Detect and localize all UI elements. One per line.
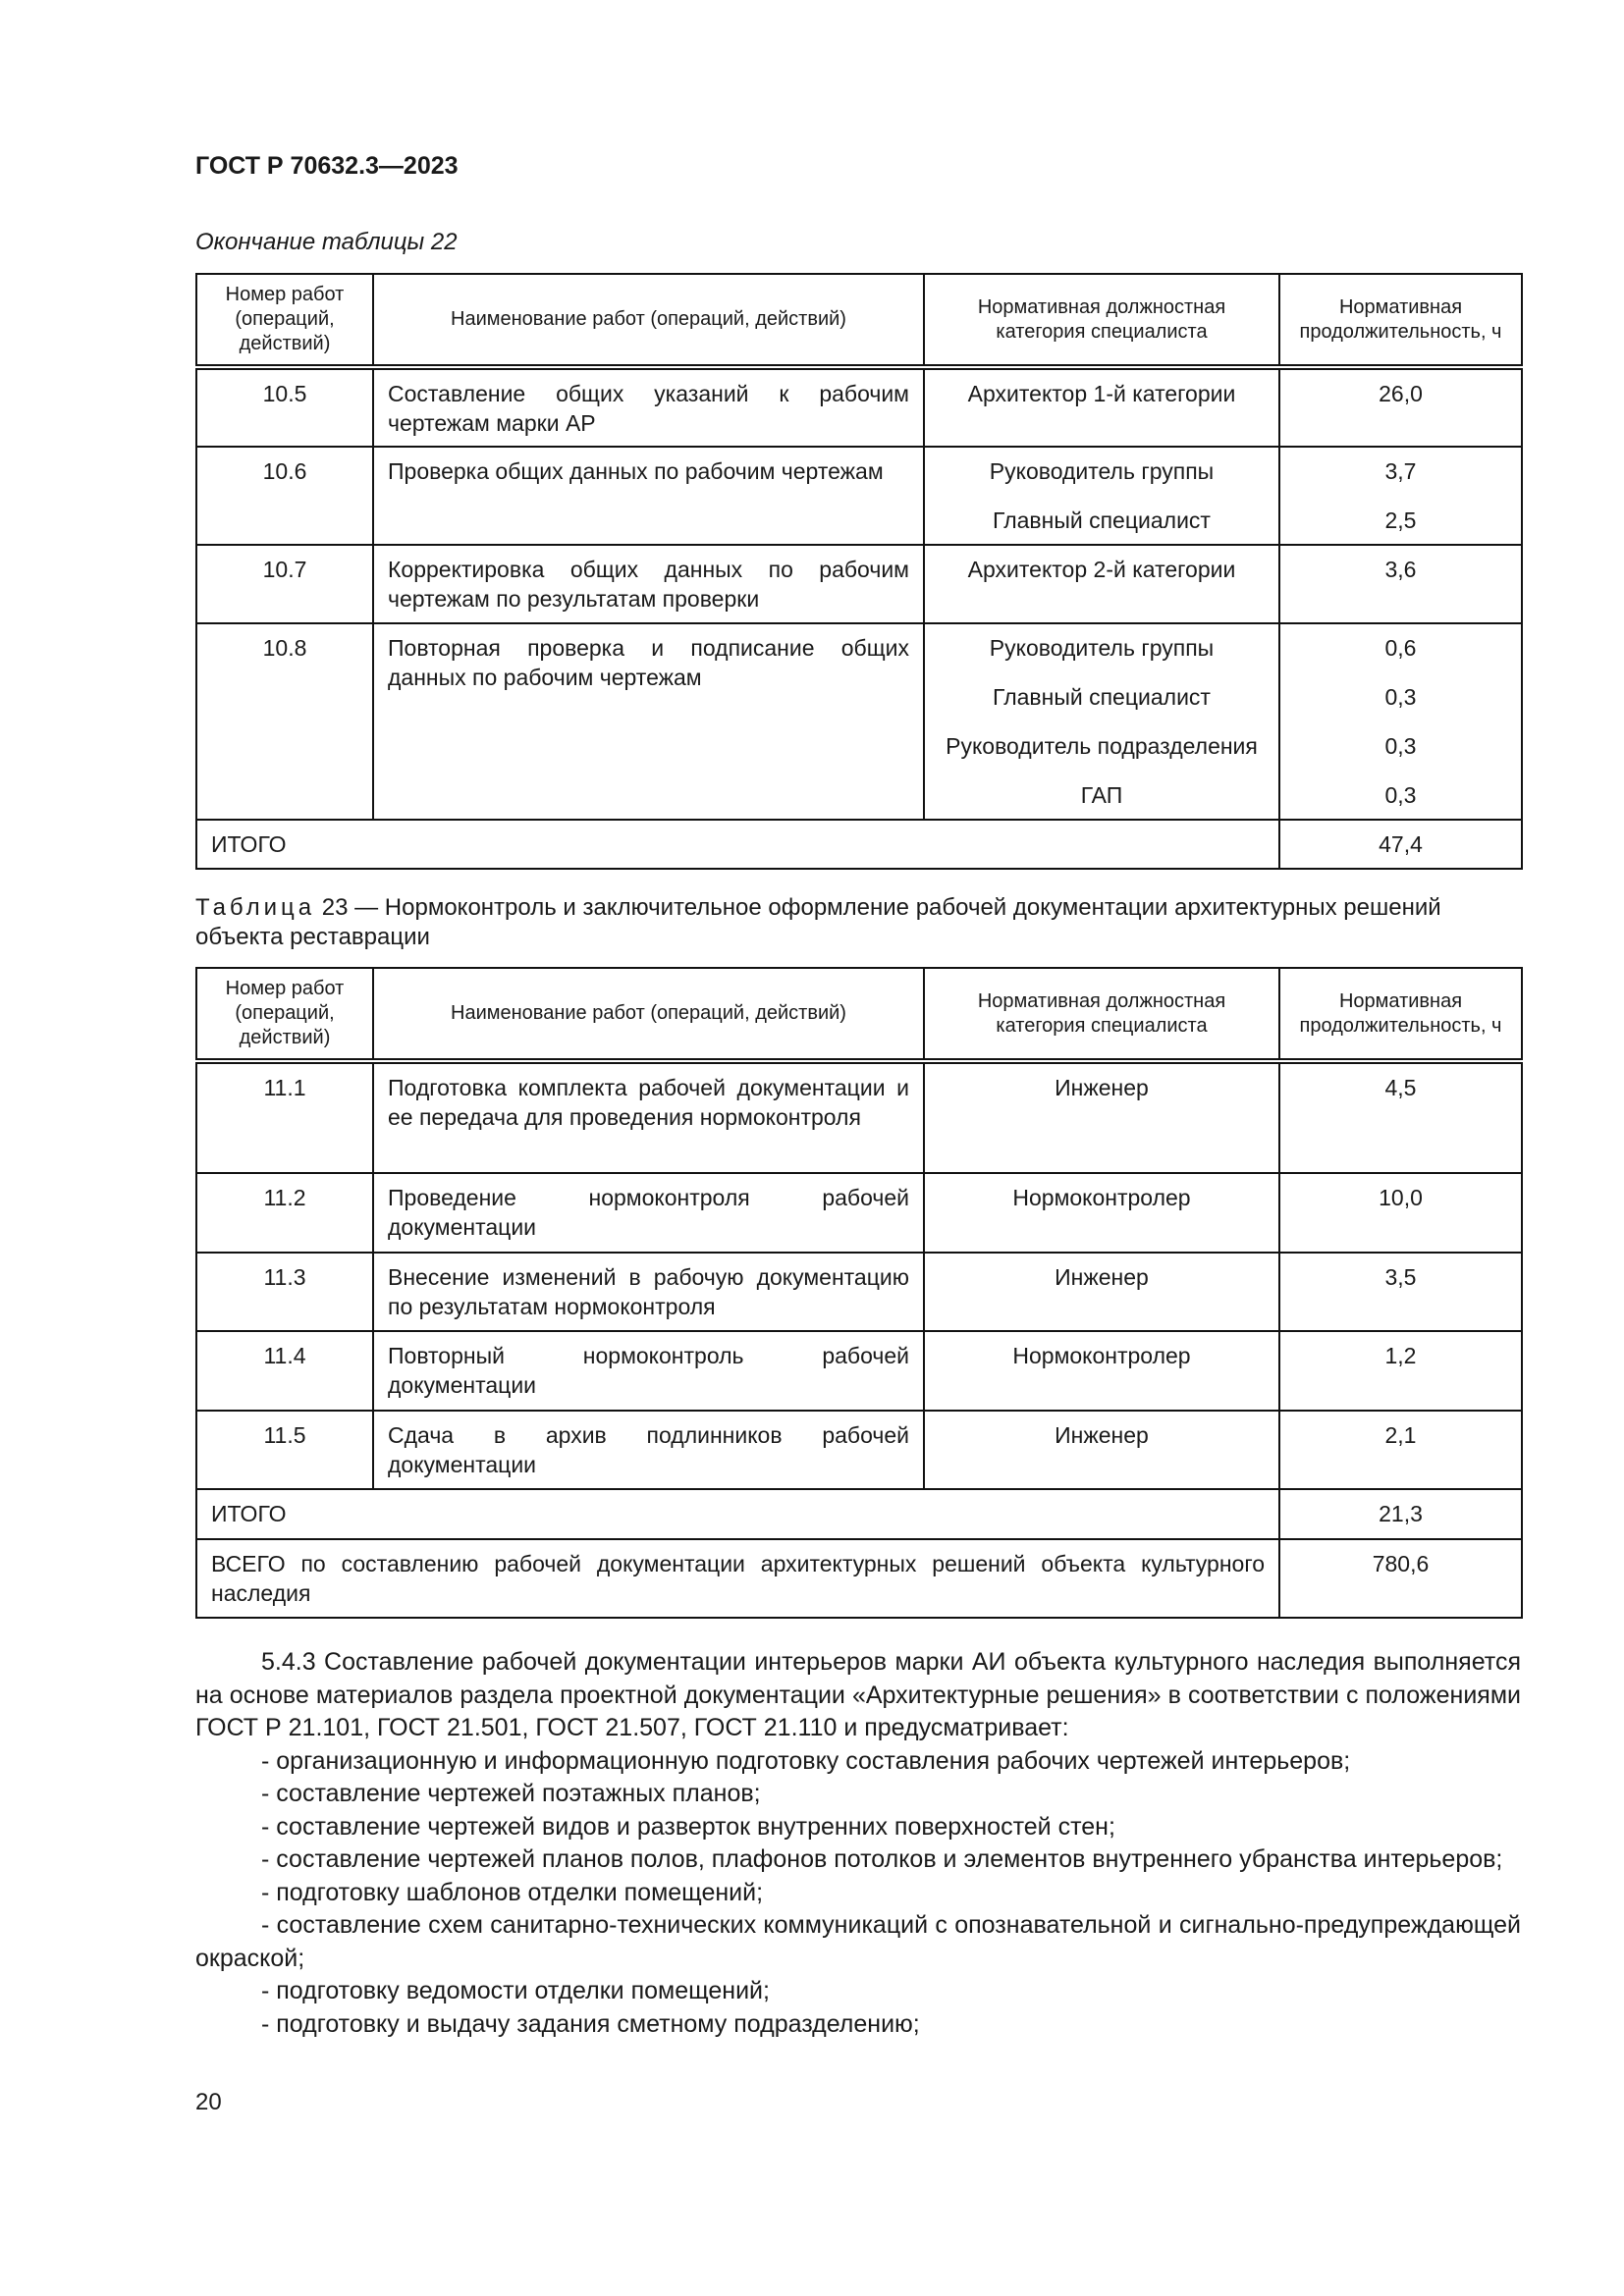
duration: 3,7 [1384, 458, 1417, 484]
duration: 26,0 [1279, 367, 1522, 447]
list-item: - составление чертежей планов полов, плафонов потолков и элементов внутреннего убранства интерьеров; [261, 1845, 1503, 1873]
specialist-role: Инженер [924, 1061, 1279, 1173]
specialist-role: Главный специалист [993, 684, 1211, 710]
duration: 2,5 [1384, 507, 1417, 533]
specialist-role: Руководитель подразделения [946, 733, 1258, 759]
work-number: 11.5 [196, 1411, 373, 1489]
table-22 [195, 273, 1523, 870]
work-name: Проведение нормоконтроля рабочей документации [373, 1173, 924, 1253]
grand-total-row [196, 1539, 1522, 1618]
specialist-role: Архитектор 2-й категории [924, 545, 1279, 623]
total-row [196, 1489, 1522, 1539]
duration: 3,6 [1279, 545, 1522, 623]
duration: 0,3 [1384, 733, 1417, 759]
specialist-role: Руководитель группы [989, 458, 1215, 484]
total-value: 47,4 [1279, 820, 1522, 869]
duration: 0,3 [1384, 782, 1417, 808]
duration: 2,1 [1279, 1411, 1522, 1489]
column-header: Нормативная должностная категория специалиста [924, 274, 1279, 367]
column-header: Наименование работ (операций, действий) [373, 968, 924, 1061]
page-number: 20 [195, 2089, 222, 2115]
column-header: Нормативная должностная категория специалиста [924, 968, 1279, 1061]
list-item: - подготовку шаблонов отделки помещений; [261, 1878, 764, 1906]
specialist-role: Инженер [924, 1411, 1279, 1489]
table-row [196, 1061, 1522, 1173]
total-row [196, 820, 1522, 869]
table-23-caption [195, 893, 1521, 952]
duration: 10,0 [1279, 1173, 1522, 1253]
list-item: - составление схем санитарно-технических коммуникаций с опознавательной и сигнально-предупреждающей окраской; [195, 1911, 1521, 1972]
section-paragraph: 5.4.3 Составление рабочей документации интерьеров марки АИ объекта культурного наследия выполняется на основе материалов раздела проектной документации «Архитектурные решения» в соответствии с положениями ГОСТ Р 21.101, ГОСТ 21.501, ГОСТ 21.507, ГОСТ 21.110 и предусматривает: [195, 1648, 1521, 1741]
grand-total-value: 780,6 [1279, 1539, 1522, 1618]
table-title: 23 — Нормоконтроль и заключительное оформление рабочей документации архитектурных решений объекта реставрации [195, 894, 1441, 950]
specialist-roles [924, 623, 1279, 820]
specialist-roles [924, 447, 1279, 545]
table-row [196, 1173, 1522, 1253]
work-name: Повторная проверка и подписание общих данных по рабочим чертежам [373, 623, 924, 820]
work-name: Сдача в архив подлинников рабочей документации [373, 1411, 924, 1489]
grand-total-label: ВСЕГО по составлению рабочей документации архитектурных решений объекта культурного наследия [196, 1539, 1279, 1618]
durations [1279, 623, 1522, 820]
specialist-role: ГАП [1080, 782, 1123, 808]
work-number: 10.7 [196, 545, 373, 623]
document-code: ГОСТ Р 70632.3—2023 [195, 152, 459, 180]
duration: 0,3 [1384, 684, 1417, 710]
column-header: Наименование работ (операций, действий) [373, 274, 924, 367]
specialist-role: Руководитель группы [989, 635, 1215, 661]
table-row [196, 1331, 1522, 1411]
work-name: Подготовка комплекта рабочей документации и ее передача для проведения нормоконтроля [373, 1061, 924, 1173]
table-word: Таблица [195, 894, 316, 921]
table-row [196, 367, 1522, 447]
specialist-role: Архитектор 1-й категории [924, 367, 1279, 447]
duration: 3,5 [1279, 1253, 1522, 1331]
work-number: 10.5 [196, 367, 373, 447]
total-label: ИТОГО [196, 1489, 1279, 1539]
specialist-role: Инженер [924, 1253, 1279, 1331]
table-row [196, 1411, 1522, 1489]
work-name: Внесение изменений в рабочую документацию по результатам нормоконтроля [373, 1253, 924, 1331]
column-header: Номер работ (операций, действий) [196, 274, 373, 367]
total-value: 21,3 [1279, 1489, 1522, 1539]
table-row [196, 1253, 1522, 1331]
work-number: 10.8 [196, 623, 373, 820]
durations [1279, 447, 1522, 545]
specialist-role: Главный специалист [993, 507, 1211, 533]
work-name: Проверка общих данных по рабочим чертежам [373, 447, 924, 545]
specialist-role: Нормоконтролер [924, 1331, 1279, 1411]
list-item: - подготовку и выдачу задания сметному подразделению; [261, 2009, 920, 2038]
table-22-continuation-caption: Окончание таблицы 22 [195, 229, 458, 255]
duration: 0,6 [1384, 635, 1417, 661]
work-number: 11.1 [196, 1061, 373, 1173]
duration: 4,5 [1279, 1061, 1522, 1173]
table-row [196, 447, 1522, 545]
list-item: - подготовку ведомости отделки помещений; [261, 1977, 770, 2004]
list-item: - составление чертежей видов и разверток внутренних поверхностей стен; [261, 1812, 1115, 1841]
column-header: Нормативная продолжительность, ч [1279, 274, 1522, 367]
duration: 1,2 [1279, 1331, 1522, 1411]
body-text [195, 1646, 1521, 2041]
work-number: 11.3 [196, 1253, 373, 1331]
work-number: 11.2 [196, 1173, 373, 1253]
total-label: ИТОГО [196, 820, 1279, 869]
work-name: Составление общих указаний к рабочим чертежам марки АР [373, 367, 924, 447]
work-name: Повторный нормоконтроль рабочей документации [373, 1331, 924, 1411]
list-item: - составление чертежей поэтажных планов; [261, 1780, 761, 1807]
table-row [196, 623, 1522, 820]
table-row [196, 545, 1522, 623]
column-header: Нормативная продолжительность, ч [1279, 968, 1522, 1061]
list-item: - организационную и информационную подготовку составления рабочих чертежей интерьеров; [261, 1746, 1351, 1775]
specialist-role: Нормоконтролер [924, 1173, 1279, 1253]
table-23 [195, 967, 1523, 1619]
column-header: Номер работ (операций, действий) [196, 968, 373, 1061]
work-number: 11.4 [196, 1331, 373, 1411]
work-number: 10.6 [196, 447, 373, 545]
work-name: Корректировка общих данных по рабочим чертежам по результатам проверки [373, 545, 924, 623]
